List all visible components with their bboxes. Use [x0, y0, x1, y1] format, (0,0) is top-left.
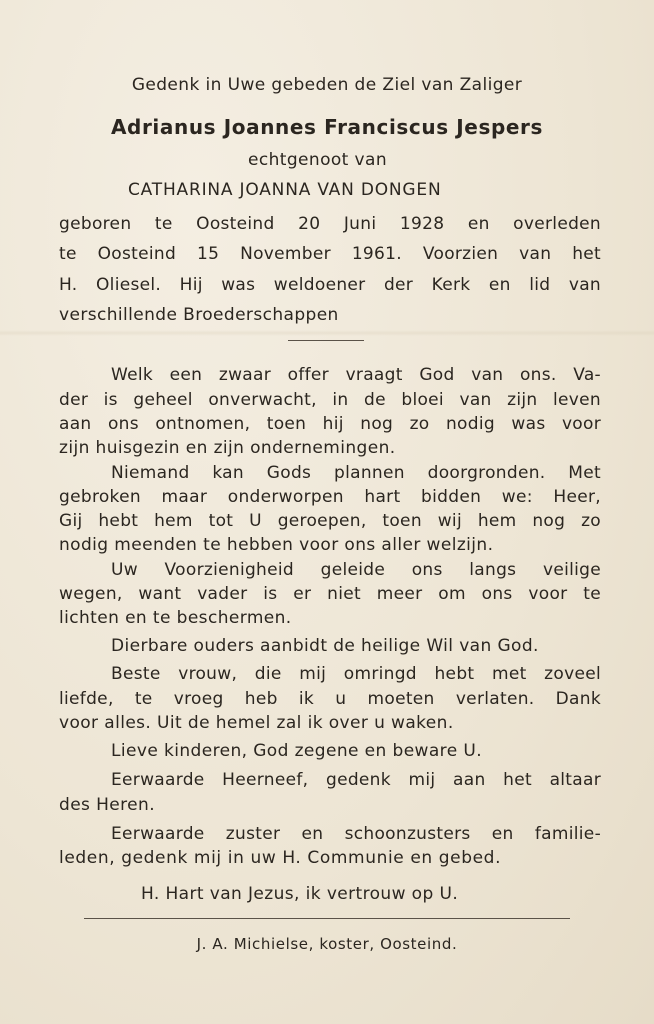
body-line: Uw Voorzienigheid geleide ons langs veilige: [111, 560, 601, 580]
body-line: Niemand kan Gods plannen doorgronden. Met: [111, 463, 601, 483]
spouse-intro: echtgenoot van: [248, 150, 387, 170]
body-line: des Heren.: [59, 795, 156, 815]
body-line: nodig meenden te hebben voor ons aller welzijn.: [59, 535, 494, 555]
bio-line: te Oosteind 15 November 1961. Voorzien van het: [59, 244, 601, 264]
body-line: Gij hebt hem tot U geroepen, toen wij hem nog zo: [59, 511, 601, 531]
body-line: voor alles. Uit de hemel zal ik over u waken.: [59, 713, 454, 733]
body-line: der is geheel onverwacht, in de bloei van zijn leven: [59, 390, 601, 410]
body-line: Eerwaarde zuster en schoonzusters en familie-: [111, 824, 601, 844]
printer-credit: J. A. Michielse, koster, Oosteind.: [196, 935, 458, 953]
body-line: gebroken maar onderworpen hart bidden we: Heer,: [59, 487, 601, 507]
body-line: liefde, te vroeg heb ik u moeten verlaten. Dank: [59, 689, 601, 709]
body-line: leden, gedenk mij in uw H. Communie en gebed.: [59, 848, 502, 868]
bio-line: geboren te Oosteind 20 Juni 1928 en overleden: [59, 214, 601, 234]
deceased-name: Adrianus Joannes Franciscus Jespers: [110, 115, 544, 139]
bio-line: verschillende Broederschappen: [59, 305, 339, 325]
body-line: lichten en te beschermen.: [59, 608, 292, 628]
bottom-divider: [84, 918, 570, 919]
body-line: Dierbare ouders aanbidt de heilige Wil van God.: [111, 636, 539, 656]
body-line: Lieve kinderen, God zegene en beware U.: [111, 741, 482, 761]
body-line: zijn huisgezin en zijn ondernemingen.: [59, 438, 396, 458]
body-line: Welk een zwaar offer vraagt God van ons. Va-: [111, 365, 601, 385]
spouse-name: CATHARINA JOANNA VAN DONGEN: [128, 180, 442, 200]
bio-line: H. Oliesel. Hij was weldoener der Kerk en lid van: [59, 275, 601, 295]
closing-prayer: H. Hart van Jezus, ik vertrouw op U.: [141, 884, 459, 904]
body-line: wegen, want vader is er niet meer om ons voor te: [59, 584, 601, 604]
paper-fold: [0, 330, 654, 336]
body-line: Eerwaarde Heerneef, gedenk mij aan het altaar: [111, 770, 601, 790]
divider: [288, 340, 364, 341]
body-line: Beste vrouw, die mij omringd hebt met zoveel: [111, 664, 601, 684]
remember-line: Gedenk in Uwe gebeden de Ziel van Zaliger: [131, 75, 523, 95]
body-line: aan ons ontnomen, toen hij nog zo nodig was voor: [59, 414, 601, 434]
